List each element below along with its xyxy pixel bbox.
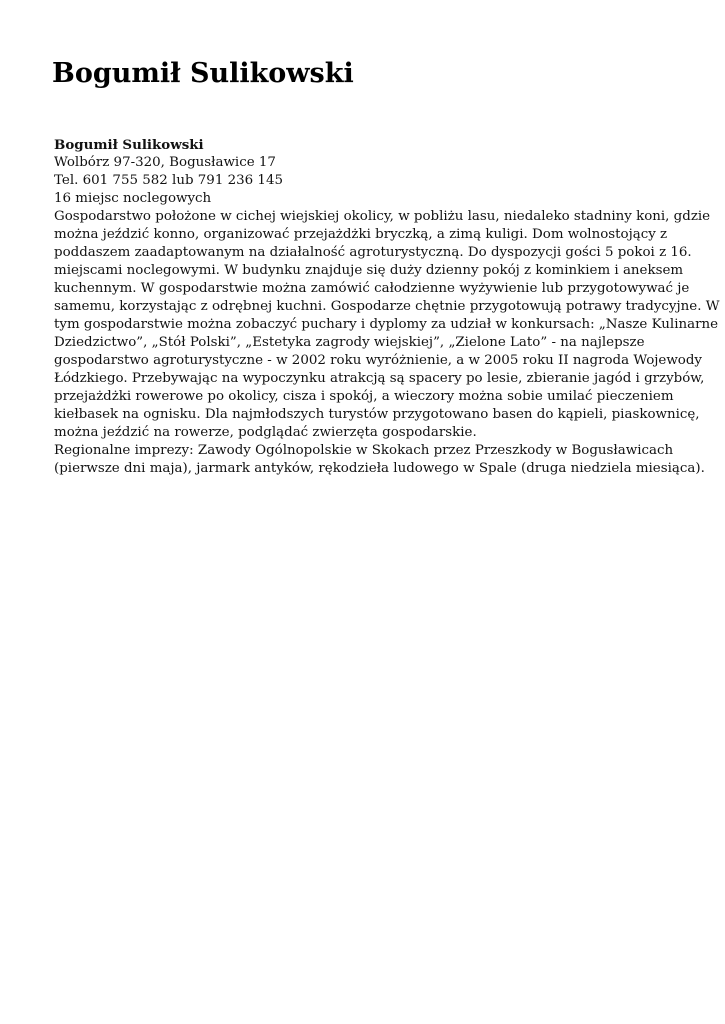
description-line: poddaszem zaadaptowanym na działalność agroturystyczną. Do dyspozycji gości 5 pokoi z 16. <box>54 245 692 260</box>
events-line: Regionalne imprezy: Zawody Ogólnopolskie w Skokach przez Przeszkody w Bogusławicach <box>54 443 674 458</box>
description-paragraph <box>54 208 720 442</box>
description-line: samemu, korzystając z odrębnej kuchni. Gospodarze chętnie przygotowują potrawy tradycyjne. W <box>54 299 720 314</box>
document-body <box>54 136 720 478</box>
description-line: tym gospodarstwie można zobaczyć puchary i dyplomy za udział w konkursach: „Nasze Kulinarne <box>54 317 719 332</box>
owner-name: Bogumił Sulikowski <box>54 137 204 153</box>
beds-count: 16 miejsc noclegowych <box>54 191 212 206</box>
description-line: miejscami noclegowymi. W budynku znajduje się duży dzienny pokój z kominkiem i aneksem <box>54 263 684 278</box>
page-title: Bogumił Sulikowski <box>52 58 354 89</box>
description-line: można jeździć konno, organizować przejażdżki bryczką, a zimą kuligi. Dom wolnostojący z <box>54 227 668 242</box>
address: Wolbórz 97-320, Bogusławice 17 <box>54 155 276 170</box>
description-line: można jeździć na rowerze, podglądać zwierzęta gospodarskie. <box>54 425 477 440</box>
description-line: gospodarstwo agroturystyczne - w 2002 roku wyróżnienie, a w 2005 roku II nagroda Wojewody <box>54 353 703 368</box>
description-line: Łódzkiego. Przebywając na wypoczynku atrakcją są spacery po lesie, zbieranie jagód i grzybów, <box>54 371 705 386</box>
description-line: Gospodarstwo położone w cichej wiejskiej okolicy, w pobliżu lasu, niedaleko stadniny koni, gdzie <box>54 209 711 224</box>
regional-events-paragraph <box>54 442 705 478</box>
description-line: przejażdżki rowerowe po okolicy, cisza i spokój, a wieczory można sobie umilać pieczeniem <box>54 389 674 404</box>
description-line: kiełbasek na ognisku. Dla najmłodszych turystów przygotowano basen do kąpieli, piaskownicę, <box>54 407 700 422</box>
phone-numbers: Tel. 601 755 582 lub 791 236 145 <box>54 173 283 188</box>
description-line: Dziedzictwo”, „Stół Polski”, „Estetyka zagrody wiejskiej”, „Zielone Lato” - na najlepsze <box>54 335 645 350</box>
events-line: (pierwsze dni maja), jarmark antyków, rękodzieła ludowego w Spale (druga niedziela miesiąca). <box>54 461 705 476</box>
description-line: kuchennym. W gospodarstwie można zamówić całodzienne wyżywienie lub przygotowywać je <box>54 281 690 296</box>
